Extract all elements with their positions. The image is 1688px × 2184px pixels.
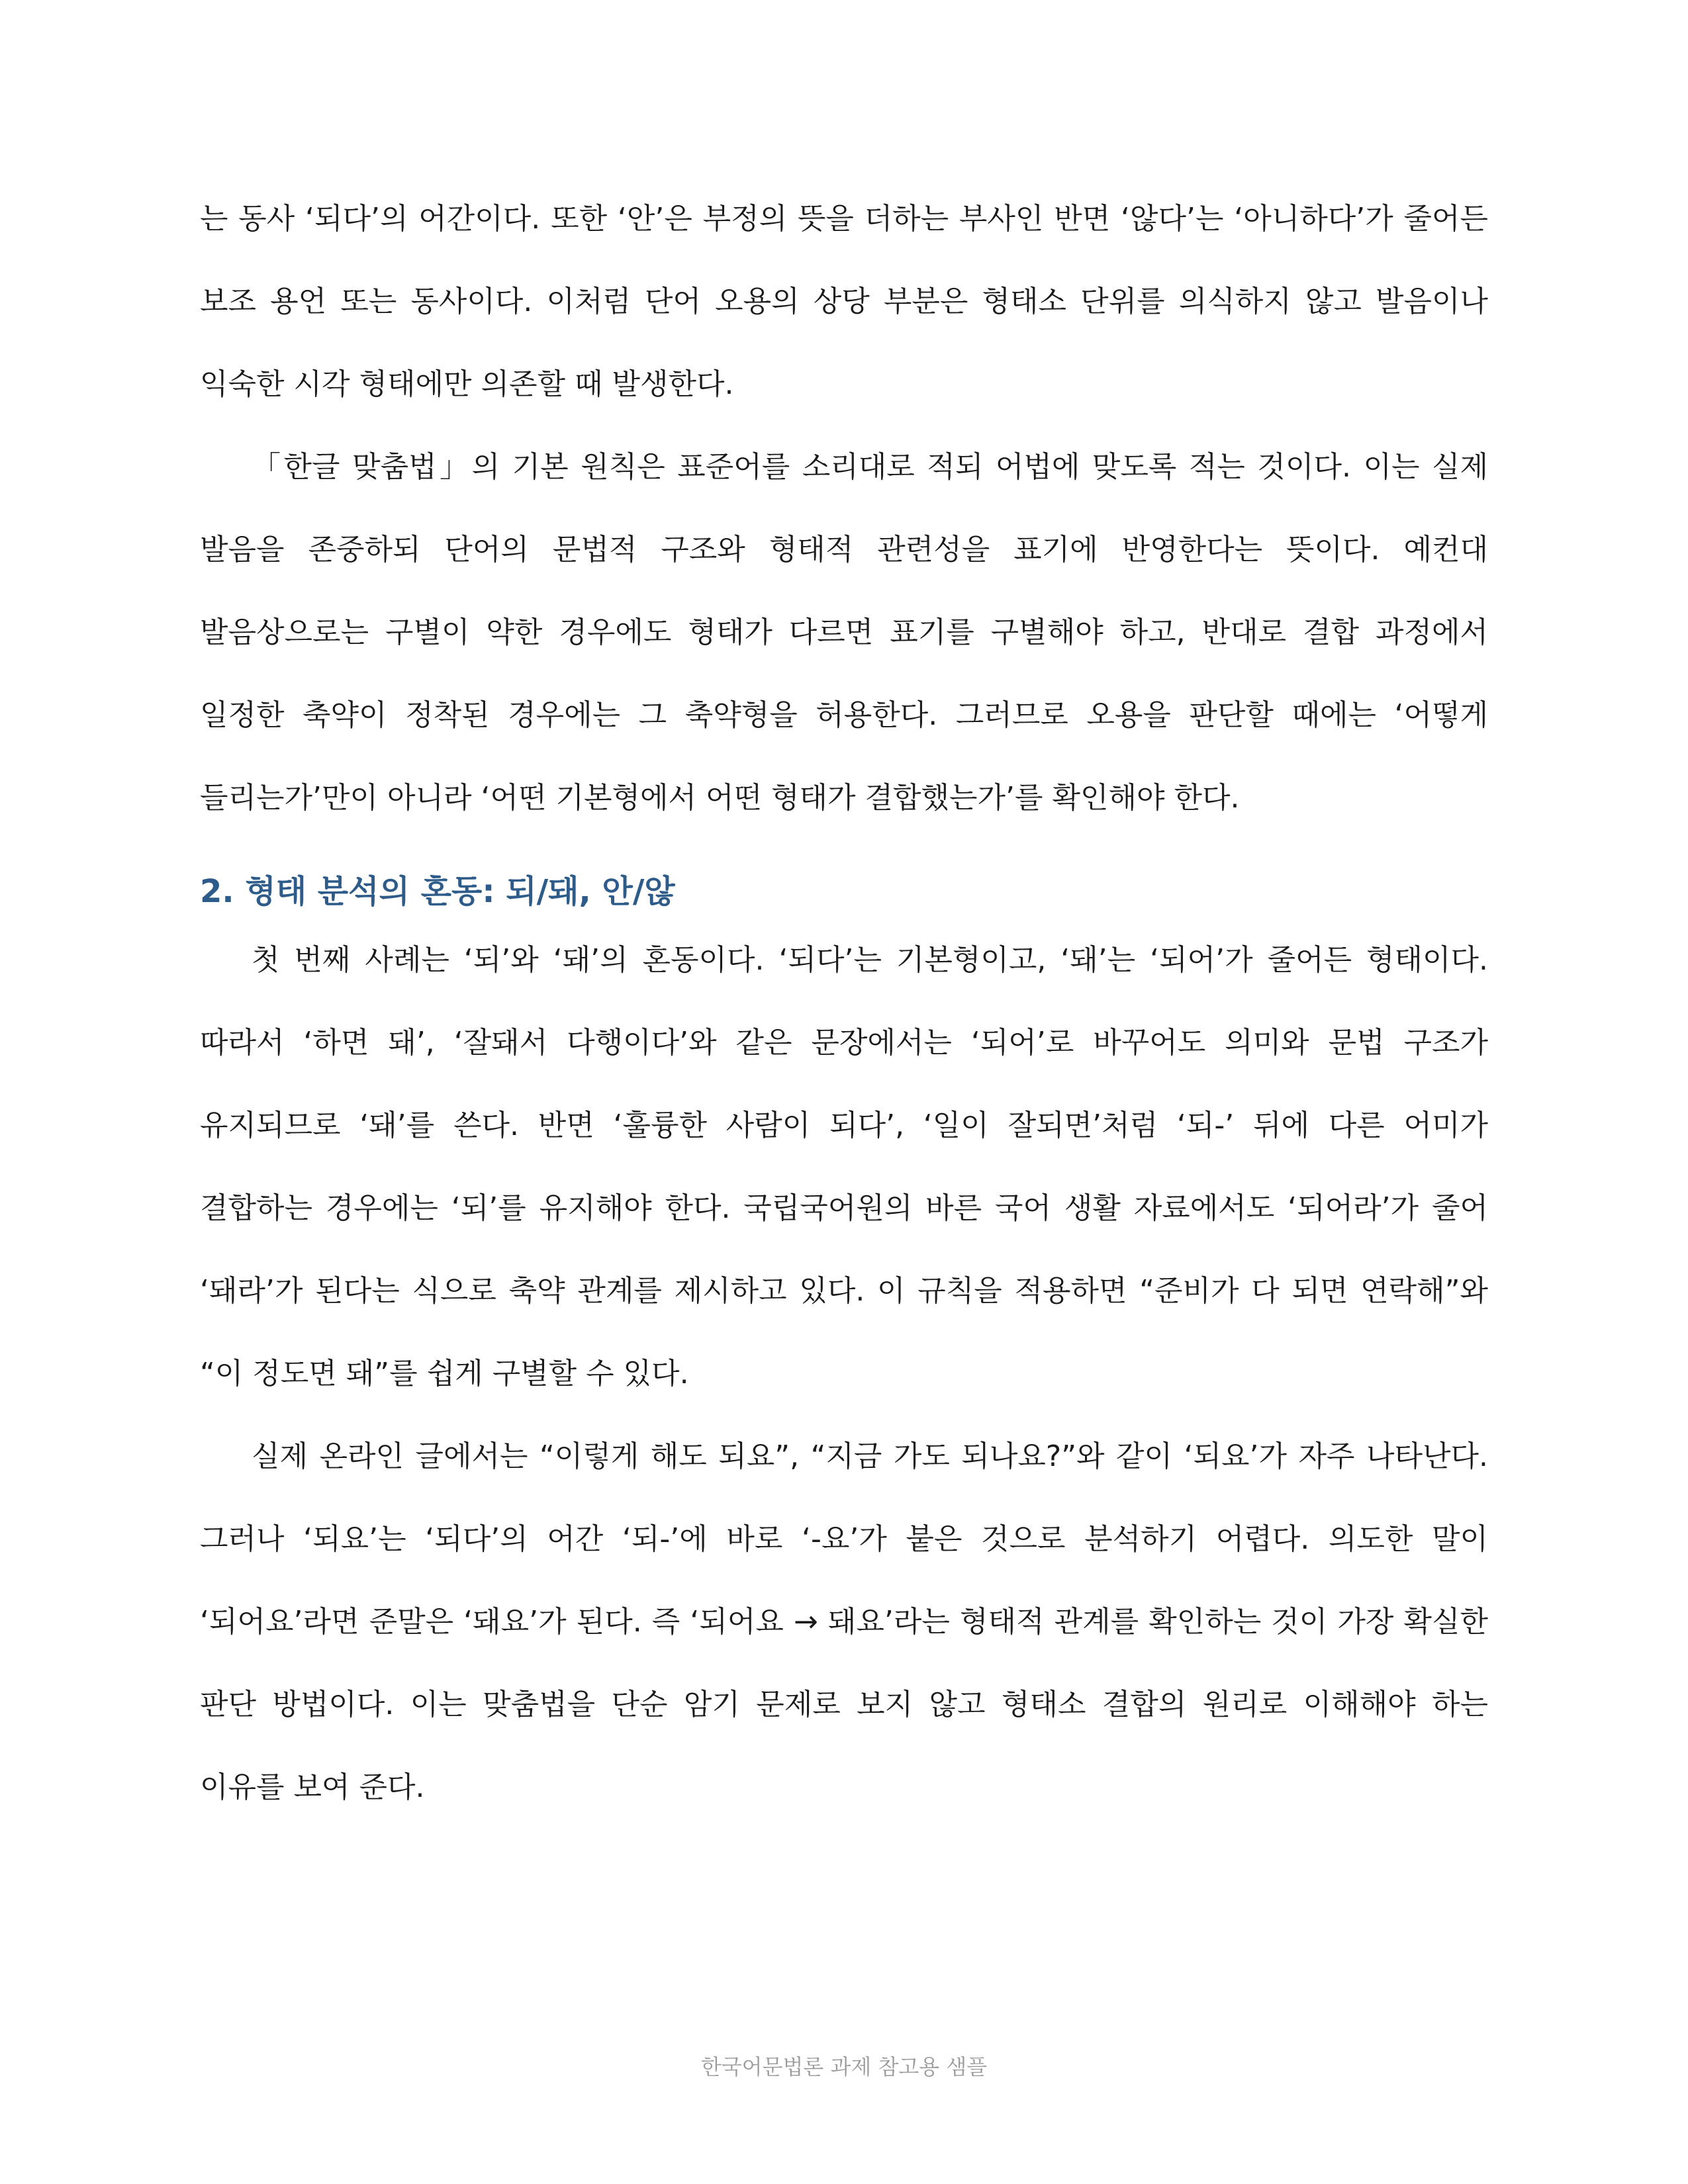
body-paragraph: 첫 번째 사례는 ‘되’와 ‘돼’의 혼동이다. ‘되다’는 기본형이고, ‘돼’는 ‘되어’가 줄어든 형태이다. 따라서 ‘하면 돼’, ‘잘돼서 다행이다’와 같은 문장에서는 ‘되어’로 바꾸어도 의미와 문법 구조가 유지되므로 ‘돼’를 쓴다. 반면 ‘훌륭한 사람이 되다’, ‘일이 잘되면’처럼 ‘되-’ 뒤에 다른 어미가 결합하는 경우에는 ‘되’를 유지해야 한다. 국립국어원의 바른 국어 생활 자료에서도 ‘되어라’가 줄어 ‘돼라’가 된다는 식으로 축약 관계를 제시하고 있다. 이 규칙을 적용하면 “준비가 다 되면 연락해”와 “이 정도면 돼”를 쉽게 구별할 수 있다. xyxy=(200,943,1488,1390)
body-paragraph: 는 동사 ‘되다’의 어간이다. 또한 ‘안’은 부정의 뜻을 더하는 부사인 반면 ‘않다’는 ‘아니하다’가 줄어든 보조 용언 또는 동사이다. 이처럼 단어 오용의 상당 부분은 형태소 단위를 의식하지 않고 발음이나 익숙한 시각 형태에만 의존할 때 발생한다. xyxy=(200,202,1488,401)
section-heading: 2. 형태 분석의 혼동: 되/돼, 안/않 xyxy=(200,873,675,910)
body-paragraph: 「한글 맞춤법」의 기본 원칙은 표준어를 소리대로 적되 어법에 맞도록 적는 것이다. 이는 실제 발음을 존중하되 단어의 문법적 구조와 형태적 관련성을 표기에 반영한다는 뜻이다. 예컨대 발음상으로는 구별이 약한 경우에도 형태가 다르면 표기를 구별해야 하고, 반대로 결합 과정에서 일정한 축약이 정착된 경우에는 그 축약형을 허용한다. 그러므로 오용을 판단할 때에는 ‘어떻게 들리는가’만이 아니라 ‘어떤 기본형에서 어떤 형태가 결합했는가’를 확인해야 한다. xyxy=(200,450,1488,815)
page-footer: 한국어문법론 과제 참고용 샘플 xyxy=(700,2054,988,2079)
page-body xyxy=(200,177,1488,1829)
body-paragraph: 실제 온라인 글에서는 “이렇게 해도 되요”, “지금 가도 되나요?”와 같이 ‘되요’가 자주 나타난다. 그러나 ‘되요’는 ‘되다’의 어간 ‘되-’에 바로 ‘-요’가 붙은 것으로 분석하기 어렵다. 의도한 말이 ‘되어요’라면 준말은 ‘돼요’가 된다. 즉 ‘되어요 → 돼요’라는 형태적 관계를 확인하는 것이 가장 확실한 판단 방법이다. 이는 맞춤법을 단순 암기 문제로 보지 않고 형태소 결합의 원리로 이해해야 하는 이유를 보여 준다. xyxy=(200,1439,1488,1804)
